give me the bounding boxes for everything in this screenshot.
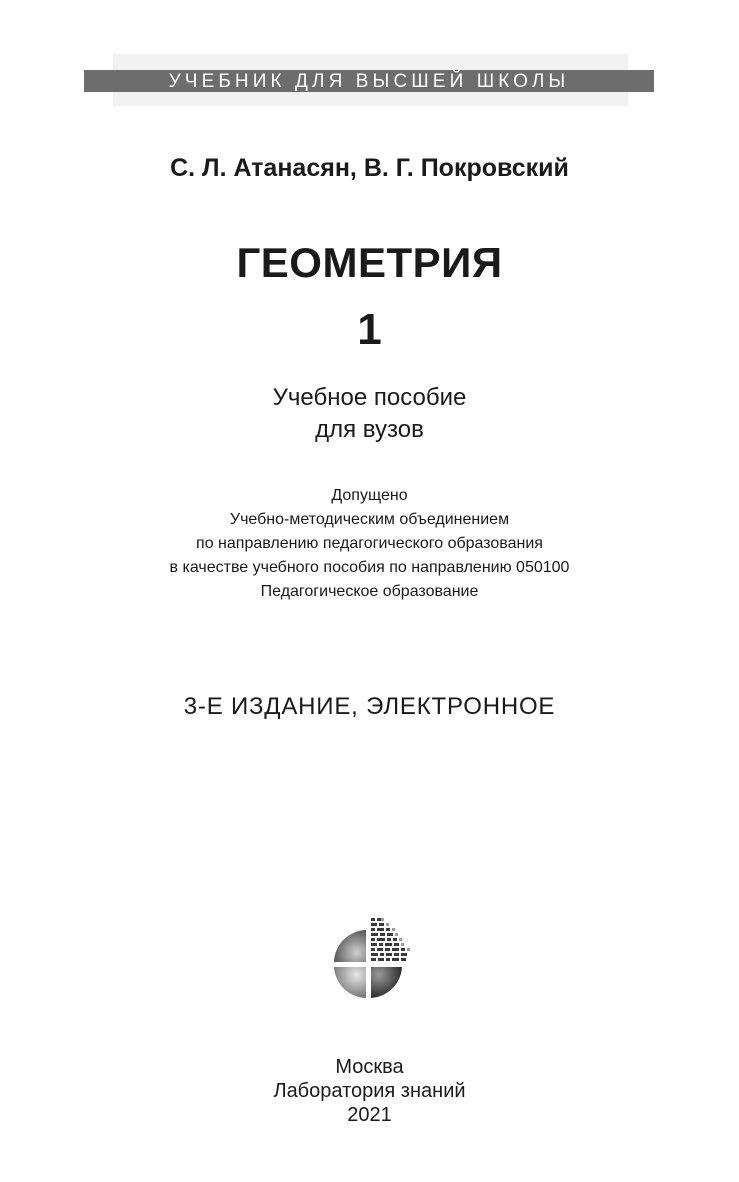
approval-line: по направлению педагогического образования bbox=[196, 535, 543, 552]
publisher-globe-logo-icon bbox=[330, 915, 412, 999]
volume-number: 1 bbox=[357, 305, 382, 354]
subtitle-line: Учебное пособие bbox=[272, 384, 467, 411]
series-title: УЧЕБНИК ДЛЯ ВЫСШЕЙ ШКОЛЫ bbox=[168, 71, 570, 92]
imprint-year: 2021 bbox=[347, 1104, 392, 1126]
approval-line: Допущено bbox=[331, 487, 408, 504]
subtitle-line: для вузов bbox=[315, 416, 424, 443]
approval-line: Педагогическое образование bbox=[260, 583, 479, 600]
imprint-city: Москва bbox=[335, 1056, 404, 1078]
approval-statement bbox=[0, 484, 739, 604]
authors: С. Л. Атанасян, В. Г. Покровский bbox=[170, 154, 569, 182]
edition: 3-Е ИЗДАНИЕ, ЭЛЕКТРОННОЕ bbox=[183, 693, 556, 720]
approval-line: в качестве учебного пособия по направлению 050100 bbox=[169, 559, 570, 576]
imprint-publisher: Лаборатория знаний bbox=[273, 1080, 466, 1102]
book-title: ГЕОМЕТРИЯ bbox=[236, 239, 503, 286]
imprint bbox=[0, 1055, 739, 1127]
approval-line: Учебно-методическим объединением bbox=[229, 511, 510, 528]
subtitle bbox=[0, 382, 739, 446]
